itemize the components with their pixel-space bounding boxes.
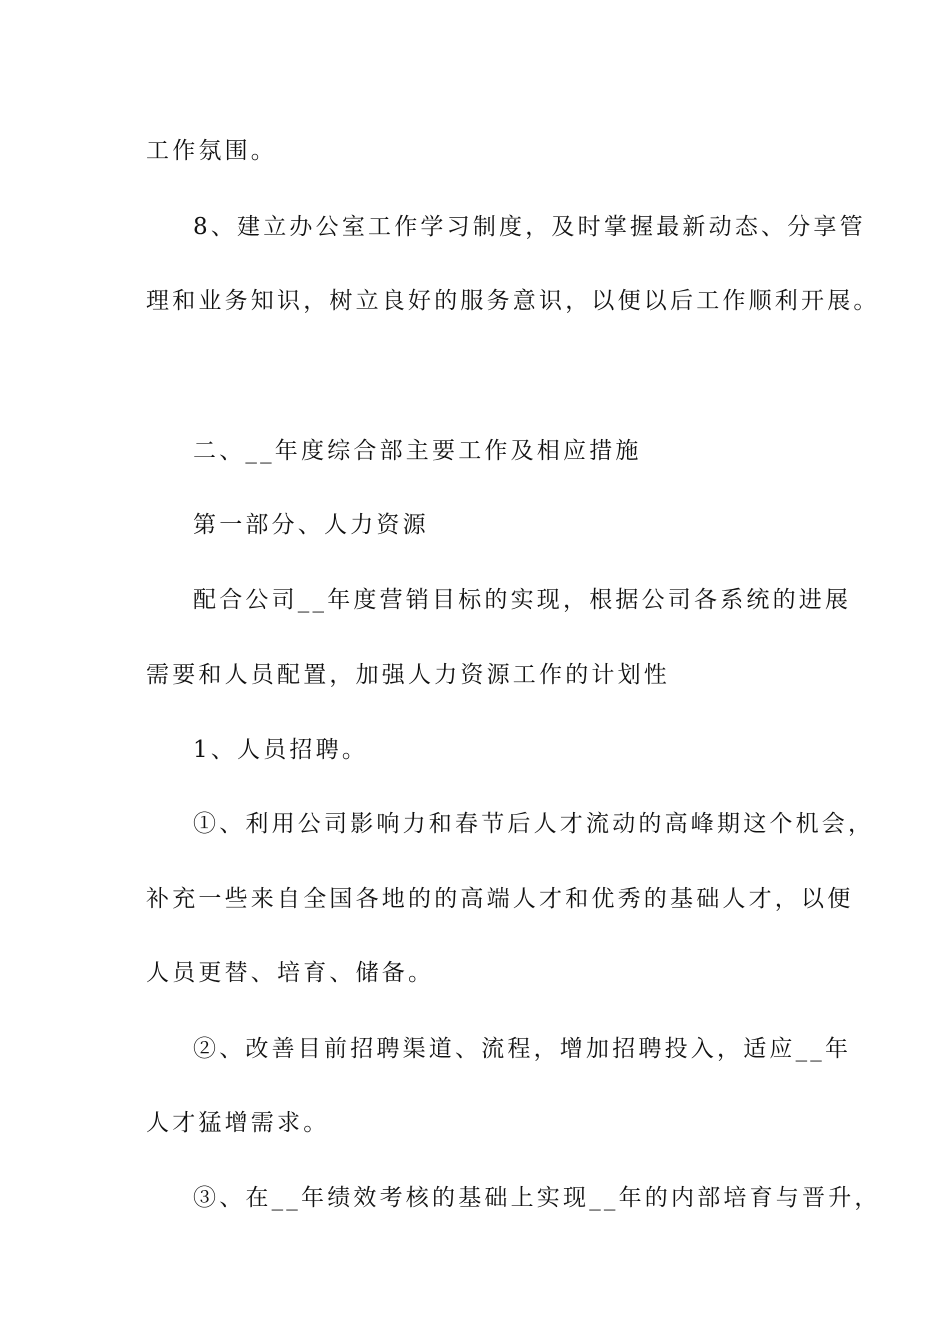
list-item-line: 人才猛增需求。 xyxy=(146,1110,330,1136)
paragraph-line: 工作氛围。 xyxy=(146,138,277,164)
paragraph-line: 8、建立办公室工作学习制度，及时掌握最新动态、分享管 xyxy=(193,214,866,240)
list-item-line: ③、在__年绩效考核的基础上实现__年的内部培育与晋升， xyxy=(193,1185,881,1211)
list-item-line: 人员更替、培育、储备。 xyxy=(146,960,435,986)
subsection-heading: 第一部分、人力资源 xyxy=(193,512,429,538)
list-item-line: 补充一些来自全国各地的的高端人才和优秀的基础人才，以便 xyxy=(146,886,854,912)
paragraph-line: 需要和人员配置，加强人力资源工作的计划性 xyxy=(146,662,670,688)
section-heading: 二、__年度综合部主要工作及相应措施 xyxy=(193,438,642,464)
paragraph-line: 理和业务知识，树立良好的服务意识，以便以后工作顺利开展。 xyxy=(146,288,880,314)
list-item-line: ①、利用公司影响力和春节后人才流动的高峰期这个机会， xyxy=(193,811,875,837)
list-heading: 1、人员招聘。 xyxy=(193,737,369,763)
paragraph-line: 配合公司__年度营销目标的实现，根据公司各系统的进展 xyxy=(193,587,852,613)
list-item-line: ②、改善目前招聘渠道、流程，增加招聘投入，适应__年 xyxy=(193,1036,852,1062)
